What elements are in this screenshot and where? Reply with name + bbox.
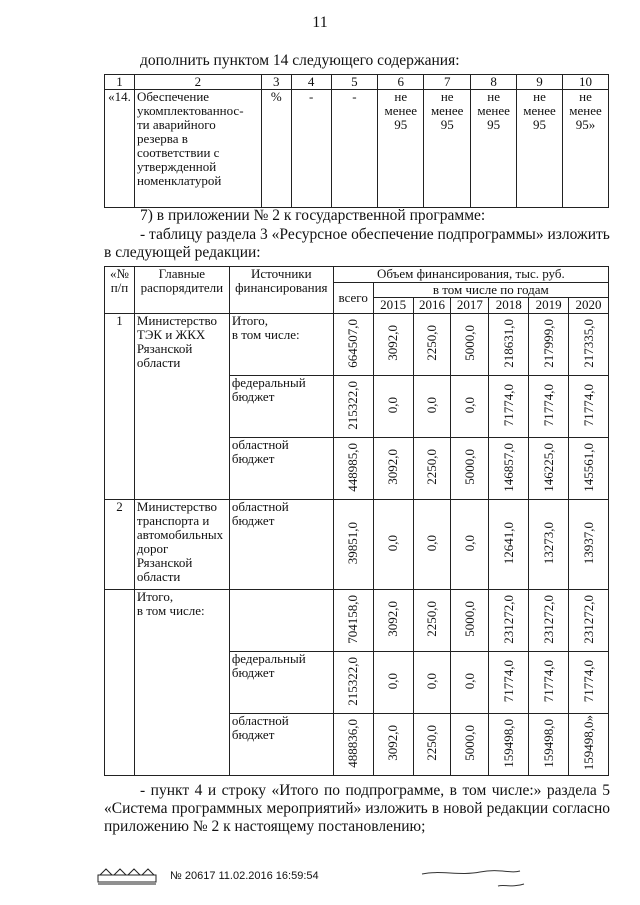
- intro-text: дополнить пунктом 14 следующего содержания:: [140, 52, 460, 69]
- column-number: 9: [517, 75, 563, 90]
- year-header: 2018: [489, 298, 529, 314]
- year-value: 5000,0: [451, 714, 489, 776]
- page-number: 11: [312, 14, 328, 31]
- manager-name: Министерство транспорта и автомобильных дорог Рязанской области: [134, 500, 229, 590]
- year-value: 3092,0: [373, 314, 413, 376]
- year-value: 217335,0: [569, 314, 609, 376]
- year-value: 0,0: [413, 652, 451, 714]
- year-value: 0,0: [373, 376, 413, 438]
- unit: %: [261, 90, 291, 208]
- year-value: 0,0: [451, 500, 489, 590]
- header-by-years: в том числе по годам: [373, 283, 608, 298]
- year-header: 2015: [373, 298, 413, 314]
- funding-source: областной бюджет: [229, 438, 333, 500]
- year-value: 159498,0: [489, 714, 529, 776]
- year-value: 2250,0: [413, 314, 451, 376]
- year-value: 0,0: [413, 500, 451, 590]
- column-number: 6: [378, 75, 424, 90]
- total-value: 215322,0: [333, 376, 373, 438]
- year-value: 2250,0: [413, 714, 451, 776]
- funding-table: [104, 266, 609, 776]
- year-value: 71774,0: [529, 652, 569, 714]
- year-value: 231272,0: [529, 590, 569, 652]
- column-number: 1: [105, 75, 135, 90]
- funding-source: областной бюджет: [229, 500, 333, 590]
- year-value: 71774,0: [489, 376, 529, 438]
- column-number: 8: [471, 75, 517, 90]
- year-header: 2016: [413, 298, 451, 314]
- funding-header-row-1: [105, 267, 609, 283]
- paragraph-point-4: - пункт 4 и строку «Итого по подпрограмме, в том числе:» раздела 5 «Система программных мероприятий» изложить в новой редакции согласно приложению № 2 к настоящему постановлению;: [104, 782, 610, 835]
- year-value: 0,0: [451, 652, 489, 714]
- year-value: 3092,0: [373, 590, 413, 652]
- year-value: 231272,0: [489, 590, 529, 652]
- government-emblem-icon: [96, 866, 160, 886]
- year-value: 0,0: [373, 500, 413, 590]
- column-number: 2: [134, 75, 261, 90]
- year-value: 5000,0: [451, 590, 489, 652]
- paragraph-table-intro-2: в следующей редакции:: [104, 244, 261, 261]
- year-value: 71774,0: [489, 652, 529, 714]
- indicator-name: Обеспечение укомплектованнос- ти аварийного резерва в соответствии с утвержденной номенклатурой: [134, 90, 261, 208]
- paragraph-7: 7) в приложении № 2 к государственной программе:: [140, 207, 486, 224]
- manager-name: Итого, в том числе:: [134, 590, 229, 776]
- indicator-table-header: [105, 75, 609, 90]
- year-value: 159498,0: [529, 714, 569, 776]
- year-value: 71774,0: [569, 376, 609, 438]
- group-number: [105, 590, 135, 776]
- year-value: 146225,0: [529, 438, 569, 500]
- column-number: 5: [331, 75, 378, 90]
- paragraph-table-intro: - таблицу раздела 3 «Ресурсное обеспечение подпрограммы» изложить: [140, 226, 610, 243]
- year-value: 0,0: [451, 376, 489, 438]
- year-value: 2250,0: [413, 590, 451, 652]
- signature-mark-icon: [420, 866, 530, 892]
- year-value: 5000,0: [451, 314, 489, 376]
- year-value: 159498,0»: [569, 714, 609, 776]
- year-value: не менее 95: [424, 90, 471, 208]
- year-value: 12641,0: [489, 500, 529, 590]
- funding-source: областной бюджет: [229, 714, 333, 776]
- year-value: 231272,0: [569, 590, 609, 652]
- year-value: 218631,0: [489, 314, 529, 376]
- year-value: не менее 95»: [563, 90, 609, 208]
- document-stamp: № 20617 11.02.2016 16:59:54: [170, 870, 319, 882]
- col4-value: -: [291, 90, 331, 208]
- total-value: 488836,0: [333, 714, 373, 776]
- total-value: 448985,0: [333, 438, 373, 500]
- header-number: «№ п/п: [105, 267, 135, 314]
- year-value: 2250,0: [413, 438, 451, 500]
- year-header: 2020: [569, 298, 609, 314]
- year-header: 2017: [451, 298, 489, 314]
- year-value: 3092,0: [373, 714, 413, 776]
- group-number: 1: [105, 314, 135, 500]
- funding-row: [105, 314, 609, 376]
- total-value: 704158,0: [333, 590, 373, 652]
- funding-source: федеральный бюджет: [229, 376, 333, 438]
- total-value: 39851,0: [333, 500, 373, 590]
- year-value: 0,0: [413, 376, 451, 438]
- row-number: «14.: [105, 90, 135, 208]
- column-number: 10: [563, 75, 609, 90]
- funding-row: [105, 590, 609, 652]
- year-header: 2019: [529, 298, 569, 314]
- year-value: 71774,0: [569, 652, 609, 714]
- col5-value: -: [331, 90, 378, 208]
- year-value: не менее 95: [378, 90, 424, 208]
- header-sources: Источники финансирования: [229, 267, 333, 314]
- header-volume: Объем финансирования, тыс. руб.: [333, 267, 608, 283]
- header-managers: Главные распорядители: [134, 267, 229, 314]
- year-value: 13273,0: [529, 500, 569, 590]
- funding-source: [229, 590, 333, 652]
- year-value: 217999,0: [529, 314, 569, 376]
- year-value: 146857,0: [489, 438, 529, 500]
- column-number: 7: [424, 75, 471, 90]
- funding-row: [105, 500, 609, 590]
- manager-name: Министерство ТЭК и ЖКХ Рязанской области: [134, 314, 229, 500]
- header-total: всего: [333, 283, 373, 314]
- total-value: 664507,0: [333, 314, 373, 376]
- funding-source: федеральный бюджет: [229, 652, 333, 714]
- indicator-table-row: [105, 90, 609, 208]
- group-number: 2: [105, 500, 135, 590]
- year-value: 13937,0: [569, 500, 609, 590]
- year-value: 71774,0: [529, 376, 569, 438]
- indicator-table: [104, 74, 609, 208]
- column-number: 3: [261, 75, 291, 90]
- year-value: 5000,0: [451, 438, 489, 500]
- column-number: 4: [291, 75, 331, 90]
- total-value: 215322,0: [333, 652, 373, 714]
- year-value: 3092,0: [373, 438, 413, 500]
- year-value: не менее 95: [471, 90, 517, 208]
- year-value: не менее 95: [517, 90, 563, 208]
- year-value: 0,0: [373, 652, 413, 714]
- funding-source: Итого, в том числе:: [229, 314, 333, 376]
- year-value: 145561,0: [569, 438, 609, 500]
